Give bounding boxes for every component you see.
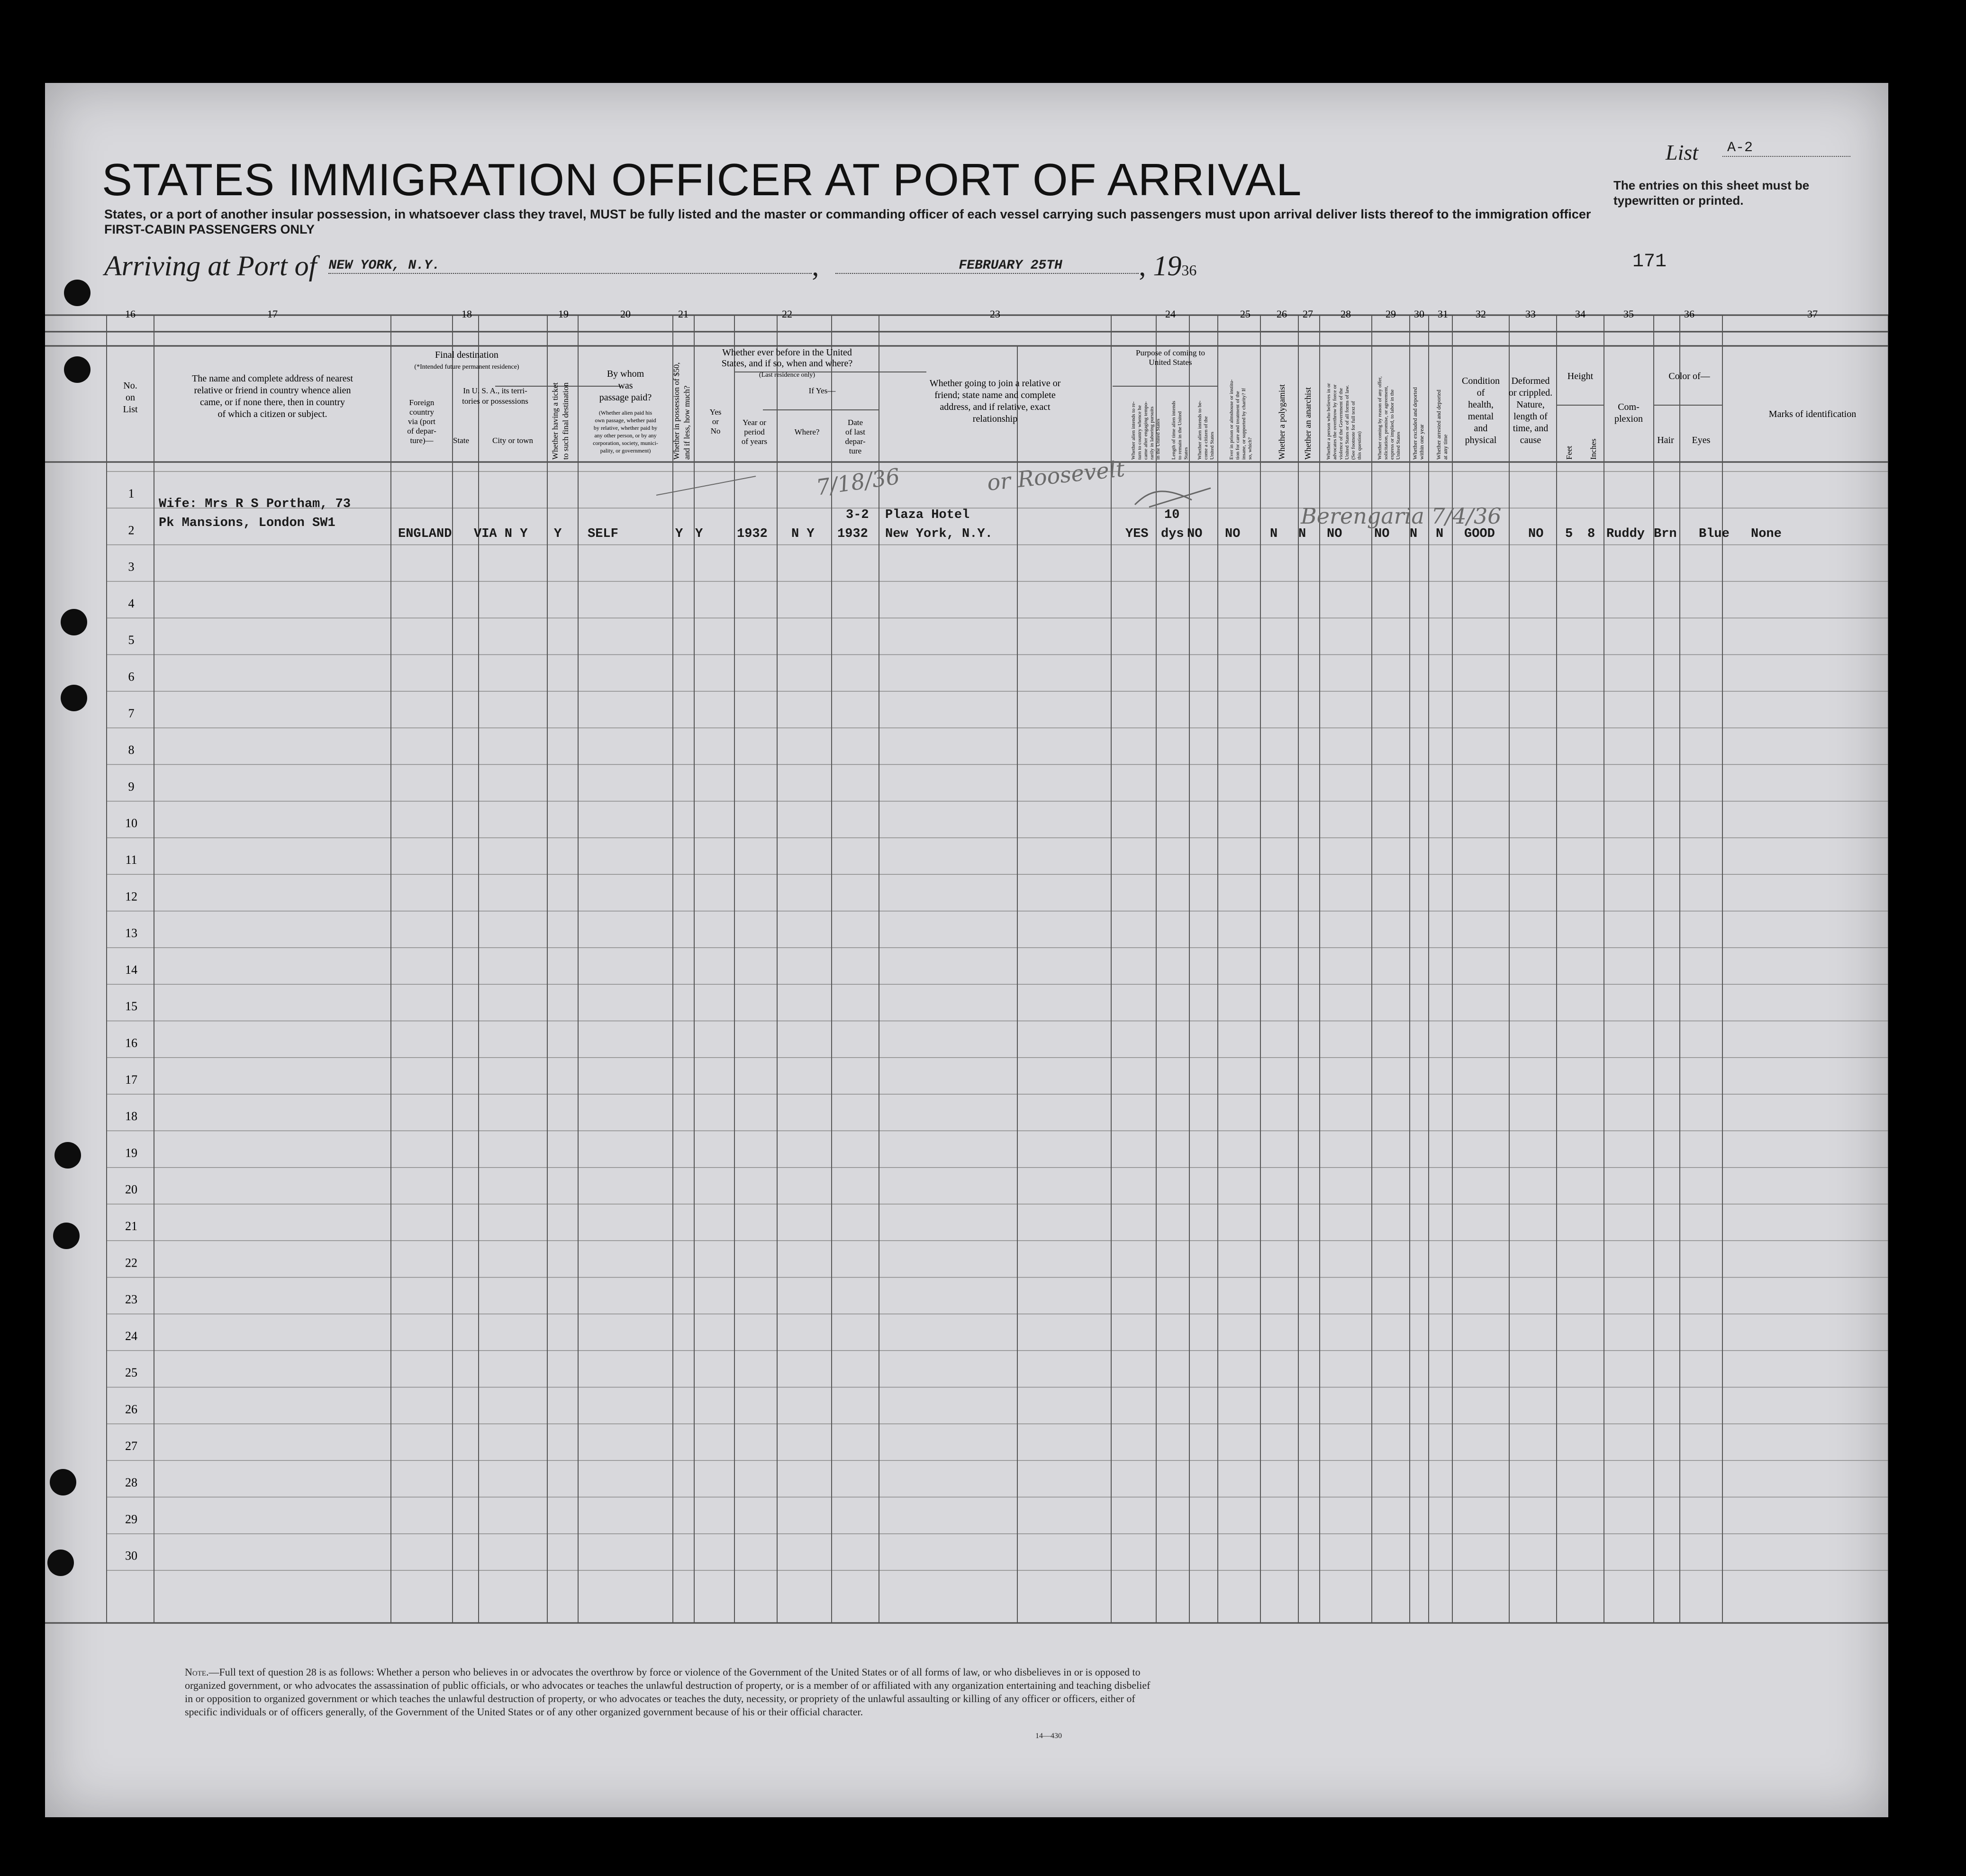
column-lines (107, 315, 1888, 1623)
hdr-34-inches: Inches (1589, 438, 1598, 460)
row-number: 8 (128, 743, 135, 757)
row-number: 16 (125, 1036, 137, 1050)
hdr-19-l2: to such final destination (561, 382, 570, 460)
hdr-35-1: Com- (1618, 402, 1640, 412)
hdr-20-l2: was (618, 381, 633, 391)
row-lines (107, 471, 1888, 1570)
entry-foreign-via: ENGLAND (398, 527, 452, 541)
row-number: 18 (125, 1109, 137, 1124)
hdr-18-usa-2: tories or possessions (462, 397, 528, 406)
hdr-24-v3-2: come a citizen of the (1203, 416, 1209, 460)
colnum-30: 30 (1414, 308, 1424, 320)
colnum-23: 23 (990, 308, 1000, 320)
row-number: 24 (125, 1329, 137, 1343)
hdr-32-5: and (1474, 423, 1488, 434)
hdr-27: Whether an anarchist (1303, 387, 1313, 460)
entry-year: 1932 (737, 527, 768, 541)
hdr-28-4: United States or of all forms of law. (1344, 385, 1350, 460)
entry-return: YES (1125, 527, 1149, 541)
row-number: 21 (125, 1219, 137, 1233)
entry-hair: Brn (1654, 527, 1677, 541)
hdr-19-l1: Whether having a ticket (551, 382, 560, 460)
hdr-16-l1: No. (123, 381, 137, 391)
hdr-24-v1-1: Whether alien intends to re- (1131, 401, 1136, 460)
hdr-34-title: Height (1567, 371, 1594, 381)
hdr-22-yn-1: Yes (709, 408, 722, 417)
hdr-28-5: (See footnote for full text of (1350, 401, 1356, 460)
entry-overthrow: NO (1327, 527, 1342, 541)
entry-citizen: NO (1187, 527, 1203, 541)
handwritten-date: 7/18/36 (815, 463, 902, 500)
footnote (185, 1666, 1156, 1719)
hdr-32-2: of (1477, 388, 1485, 398)
handwritten-roosevelt: or Roosevelt (986, 455, 1126, 496)
entry-eyes: Blue (1699, 527, 1730, 541)
row-number: 5 (128, 633, 135, 647)
hdr-24-v3-3: United States (1209, 432, 1215, 460)
hdr-17-l4: of which a citizen or subject. (217, 409, 327, 419)
hdr-22-ifyes: If Yes— (808, 386, 836, 395)
hdr-18-foreign-4: of depar- (407, 426, 436, 435)
hdr-24-t2: United States (1149, 358, 1192, 367)
hdr-20-s5: corporation, society, munici- (593, 440, 658, 446)
year-prefix: 19 (1153, 250, 1182, 281)
hdr-33-1: Deformed (1511, 376, 1550, 386)
punch-hole (50, 1469, 76, 1495)
passenger-class: FIRST-CABIN PASSENGERS ONLY (104, 222, 315, 236)
hdr-33-6: cause (1520, 435, 1541, 445)
hdr-20-s6: pality, or government) (600, 447, 651, 454)
hdr-20-l3: passage paid? (599, 392, 652, 403)
hdr-28-6: this question) (1357, 431, 1362, 460)
hdr-22-l1: Whether ever before in the United (722, 347, 852, 358)
hdr-22-year-2: period (744, 427, 765, 436)
sheet-number: 171 (1632, 251, 1667, 272)
entry-length-2: dys (1161, 527, 1184, 541)
hdr-22-note: (Last residence only) (759, 372, 815, 379)
hdr-17-l1: The name and complete address of nearest (192, 373, 353, 384)
hdr-18-usa-1: In U. S. A., its terri- (463, 386, 527, 395)
entry-where: N Y (791, 527, 815, 541)
handwritten-strike (1135, 488, 1211, 507)
column-numbers (125, 308, 1818, 320)
colnum-37: 37 (1807, 308, 1818, 320)
colnum-21: 21 (678, 308, 689, 320)
hdr-16-l2: on (126, 392, 135, 403)
hdr-23-l4: relationship (972, 414, 1018, 424)
entry-anarchist: N (1298, 527, 1306, 541)
hdr-28-2: advocates the overthrow by force or (1332, 384, 1338, 460)
hdr-18-note: (*Intended future permanent residence) (414, 363, 519, 371)
punch-hole (47, 1550, 74, 1576)
hdr-21-l2: and if less, how much? (682, 385, 691, 460)
hdr-25-4: so, which? (1247, 437, 1253, 460)
row-number: 11 (125, 853, 137, 867)
hdr-18-city: City or town (492, 436, 533, 445)
row-number: 4 (128, 596, 135, 610)
manifest-sheet (45, 83, 1888, 1817)
list-value: A-2 (1722, 140, 1850, 157)
subtitle: States, or a port of another insular possession, in whatsoever class they travel, MUST be fully listed and the master or commanding officer of each vessel carrying such passengers must upon arrival deliver lists thereof to the immigration officer (104, 207, 1591, 221)
row-number: 20 (125, 1182, 137, 1196)
arriving-line: Arriving at Port of NEW YORK, N.Y. , FEBRUARY 25TH , 1936 (104, 250, 1197, 281)
colnum-36: 36 (1684, 308, 1694, 320)
row-number: 2 (128, 523, 135, 537)
port-field: NEW YORK, N.Y. (328, 258, 812, 274)
hdr-22-yn-3: No (710, 426, 721, 435)
hdr-29-4: United States (1395, 432, 1401, 460)
passenger-entry (159, 497, 1782, 541)
row-number: 17 (125, 1072, 137, 1087)
footnote-text: —Full text of question 28 is as follows: Whether a person who believes in or advocates the overthrow by force or violence of the Government of the United States or of all forms of law, or who disbelieves in or is opposed to organized government, or who advocates the assassination of public officials, or who advocates or teaches the unlawful destruction of property, or is a member of or affiliated with any organization entertaining and teaching disbelief in or opposition to organized government or which teaches the unlawful destruction of property, or who advocates or teaches the duty, necessity, or propriety of the unlawful assaulting or killing of any officer or officers, either of specific individuals or of officers generally, of the Government of the United States or of any other organized government because of his or their official character. (185, 1666, 1151, 1718)
entry-marks: None (1751, 527, 1782, 541)
entry-state: VIA N Y (474, 527, 528, 541)
hdr-16-l3: List (123, 404, 138, 415)
hdr-20-s2: own passage, whether paid (595, 417, 656, 424)
hdr-18-foreign-1: Foreign (409, 398, 435, 407)
colnum-27: 27 (1303, 308, 1313, 320)
hdr-30-1: Whether excluded and deported (1412, 387, 1418, 460)
colnum-24: 24 (1165, 308, 1176, 320)
entry-deformed: NO (1528, 527, 1544, 541)
column-headers (123, 347, 1856, 460)
hdr-26: Whether a polygamist (1277, 384, 1287, 460)
punch-hole (64, 356, 91, 383)
hdr-31-1: Whether arrested and deported (1435, 390, 1442, 460)
entry-date-last-1: 3-2 (846, 508, 869, 522)
hdr-22-year-1: Year or (743, 418, 766, 427)
hdr-30-2: within one year (1418, 424, 1425, 460)
hdr-25-3: insane, or supported by charity? If (1241, 388, 1247, 460)
hdr-18-foreign-3: via (port (408, 417, 436, 426)
entry-excluded: N (1410, 527, 1418, 541)
year-suffix: 36 (1181, 262, 1197, 279)
punch-hole (64, 280, 91, 306)
colnum-22: 22 (782, 308, 792, 320)
hdr-33-3: Nature, (1516, 399, 1545, 410)
entry-money: Y (675, 527, 683, 541)
hdr-23-l1: Whether going to join a relative or (929, 378, 1061, 389)
colnum-16: 16 (125, 308, 136, 320)
hdr-22-date-3: depar- (845, 437, 866, 446)
hdr-29-3: express or implied, to labor in the (1389, 389, 1395, 460)
punch-hole (61, 609, 87, 635)
hdr-20-s3: by relative, whether paid by (593, 425, 658, 431)
hdr-17-l3: came, or if none there, then in country (200, 397, 345, 408)
hdr-18-state: State (453, 436, 469, 445)
entry-feet: 5 (1565, 527, 1573, 541)
hdr-31-2: at any time (1442, 434, 1449, 460)
entry-ticket: Y (554, 527, 562, 541)
typewritten-instruction: The entries on this sheet must be typewritten or printed. (1613, 178, 1810, 208)
hdr-18-foreign-2: country (409, 408, 434, 417)
manifest-table (45, 83, 1888, 1817)
hdr-24-v1-2: turn to country whence he (1137, 405, 1142, 460)
arriving-label: Arriving at Port of (104, 250, 317, 281)
row-number: 26 (125, 1402, 137, 1416)
colnum-18: 18 (462, 308, 472, 320)
footnote-label: Note. (185, 1666, 209, 1678)
hdr-24-v1-5: in the United States (1155, 418, 1161, 460)
hdr-24-v2-1: Length of time alien intends (1171, 400, 1177, 460)
hdr-18-title: Final destination (435, 350, 498, 360)
colnum-26: 26 (1277, 308, 1287, 320)
colnum-35: 35 (1623, 308, 1634, 320)
hdr-36-hair: Hair (1657, 435, 1674, 445)
hdr-28-1: Whether a person who believes in or (1326, 383, 1332, 460)
hdr-37-title: Marks of identification (1768, 409, 1857, 419)
colnum-19: 19 (558, 308, 569, 320)
date-field: FEBRUARY 25TH (835, 258, 1139, 274)
entry-labor-offer: NO (1374, 527, 1390, 541)
hdr-23-l2: friend; state name and complete (934, 390, 1056, 400)
hdr-32-3: health, (1468, 399, 1494, 410)
row-number: 14 (125, 962, 137, 977)
row-number: 27 (125, 1439, 137, 1453)
row-number: 30 (125, 1549, 137, 1563)
hdr-24-v3-1: Whether alien intends to be- (1197, 400, 1203, 460)
entry-length-1: 10 (1164, 508, 1180, 522)
hdr-23-l3: address, and if relative, exact (940, 402, 1051, 412)
page-title: STATES IMMIGRATION OFFICER AT PORT OF ARRIVAL (102, 154, 1302, 205)
punch-hole (54, 1142, 81, 1169)
hdr-32-4: mental (1468, 411, 1494, 422)
hdr-33-2: or crippled. (1508, 388, 1553, 398)
hdr-18-foreign-5: ture)— (410, 436, 434, 445)
colnum-34: 34 (1575, 308, 1585, 320)
entry-relative-2: Pk Mansions, London SW1 (159, 516, 335, 530)
hdr-22-l2: States, and if so, when and where? (721, 358, 853, 369)
punch-hole (53, 1223, 80, 1249)
hdr-20-s4: any other person, or by any (594, 432, 657, 439)
row-number: 28 (125, 1476, 137, 1490)
row-number: 10 (125, 816, 137, 830)
hdr-20-l1: By whom (607, 369, 644, 379)
hdr-22-date-4: ture (849, 446, 862, 455)
hdr-29-2: solicitation, promise, or agreement, (1383, 386, 1389, 460)
entry-join-2: New York, N.Y. (885, 527, 993, 541)
row-number: 29 (125, 1512, 137, 1526)
row-number: 1 (128, 487, 135, 500)
row-number: 13 (125, 926, 137, 940)
hdr-21-l1: Whether in possession of $50, (672, 362, 681, 460)
hdr-24-t1: Purpose of coming to (1136, 348, 1205, 357)
row-number: 12 (125, 889, 137, 904)
list-label: List (1666, 140, 1699, 164)
hdr-24-v1-3: came after engaging tempo- (1143, 401, 1149, 460)
colnum-29: 29 (1386, 308, 1396, 320)
hdr-24-v2-2: to remain in the United (1177, 411, 1183, 460)
hdr-20-s1: (Whether alien paid his (598, 409, 652, 416)
hdr-35-2: plexion (1614, 414, 1643, 424)
row-number: 15 (125, 999, 137, 1014)
colnum-32: 32 (1476, 308, 1486, 320)
entry-date-last-2: 1932 (837, 527, 868, 541)
hdr-17-l2: relative or friend in country whence alien (194, 385, 351, 396)
form-code: 14—430 (1035, 1732, 1062, 1740)
colnum-17: 17 (267, 308, 278, 320)
hdr-24-v2-3: States (1183, 447, 1189, 460)
hdr-25-2: tion for care and treatment of the (1235, 391, 1241, 460)
row-numbers (125, 487, 137, 1563)
entry-arrested: N (1436, 527, 1444, 541)
colnum-31: 31 (1438, 308, 1448, 320)
row-number: 19 (125, 1146, 137, 1160)
hdr-34-feet: Feet (1565, 445, 1574, 460)
hdr-22-date-1: Date (847, 418, 863, 427)
hdr-24-v1-4: rarily in laboring pursuits (1149, 406, 1155, 460)
row-number: 7 (128, 706, 135, 720)
row-number: 9 (128, 779, 135, 794)
entry-paid-by: SELF (588, 527, 618, 541)
hdr-33-5: time, and (1513, 423, 1549, 434)
hdr-28-3: violence of the Government of the (1338, 388, 1344, 460)
row-number: 22 (125, 1256, 137, 1270)
hdr-22-date-2: of last (845, 427, 866, 436)
entry-prison: NO (1225, 527, 1241, 541)
entry-health: GOOD (1464, 527, 1495, 541)
colnum-25: 25 (1240, 308, 1250, 320)
hdr-33-4: length of (1513, 411, 1548, 422)
row-number: 3 (128, 560, 135, 574)
colnum-20: 20 (620, 308, 631, 320)
hdr-22-where: Where? (794, 427, 820, 436)
handwritten-berengaria: Berengaria 7/4/36 (1301, 503, 1502, 529)
entry-before: Y (695, 527, 703, 541)
hdr-29-1: Whether coming by reason of any offer, (1377, 376, 1383, 460)
row-number: 6 (128, 670, 135, 684)
hdr-22-yn-2: or (712, 417, 719, 426)
row-number: 25 (125, 1366, 137, 1380)
hdr-32-6: physical (1465, 435, 1497, 445)
entry-relative-1: Wife: Mrs R S Portham, 73 (159, 497, 351, 511)
hdr-36-title: Color of— (1668, 371, 1710, 381)
colnum-28: 28 (1341, 308, 1351, 320)
punch-hole (61, 685, 87, 711)
hdr-36-eyes: Eyes (1692, 435, 1711, 445)
row-number: 23 (125, 1292, 137, 1306)
entry-join-1: Plaza Hotel (885, 508, 970, 522)
entry-polygamist: N (1270, 527, 1278, 541)
hdr-22-year-3: of years (741, 437, 768, 446)
hdr-32-1: Condition (1461, 376, 1500, 386)
entry-inches: 8 (1587, 527, 1595, 541)
colnum-33: 33 (1525, 308, 1536, 320)
hdr-25-1: Ever in prison or almshouse or institu- (1229, 379, 1234, 460)
entry-complexion: Ruddy (1606, 527, 1645, 541)
